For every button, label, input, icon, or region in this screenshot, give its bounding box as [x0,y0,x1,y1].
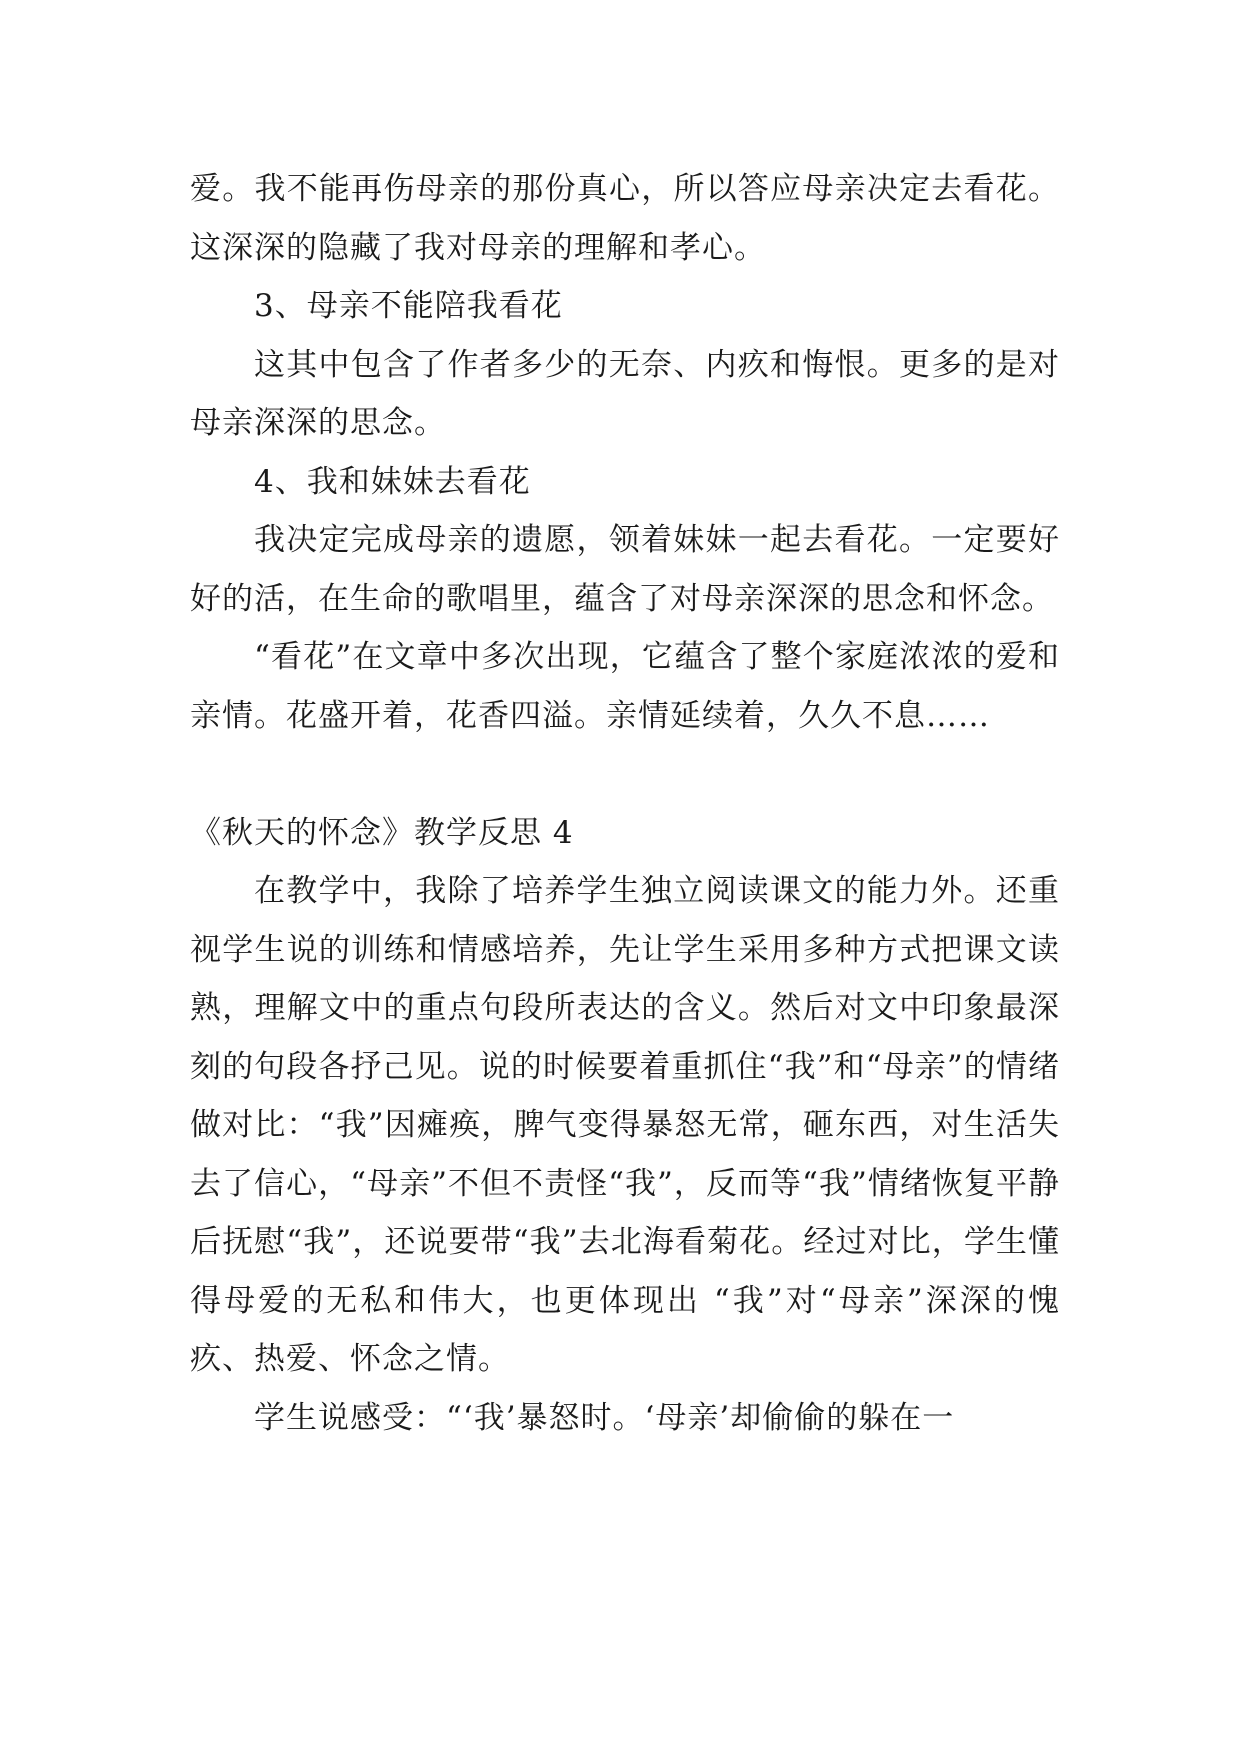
paragraph: 在教学中，我除了培养学生独立阅读课文的能力外。还重视学生说的训练和情感培养，先让学生采用多种方式把课文读熟，理解文中的重点句段所表达的含义。然后对文中印象最深刻的句段各抒己见。说的时候要着重抓住“我”和“母亲”的情绪做对比：“我”因瘫痪，脾气变得暴怒无常，砸东西，对生活失去了信心，“母亲”不但不责怪“我”，反而等“我”情绪恢复平静后抚慰“我”，还说要带“我”去北海看菊花。经过对比，学生懂得母爱的无私和伟大，也更体现出 “我”对“母亲”深深的愧疚、热爱、怀念之情。 [190,873,1060,1377]
paragraph: 学生说感受：“‘我’暴怒时。‘母亲’却偷偷的躲在一 [254,1399,955,1436]
document-body [190,160,1060,1447]
spacer [190,745,1060,804]
section-item-4: 4、我和妹妹去看花 [254,463,531,500]
paragraph: “看花”在文章中多次出现，它蕴含了整个家庭浓浓的爱和亲情。花盛开着，花香四溢。亲情延续着，久久不息…… [190,639,1060,734]
section-item-3: 3、母亲不能陪我看花 [254,288,563,324]
paragraph: 这其中包含了作者多少的无奈、内疚和悔恨。更多的是对母亲深深的思念。 [190,346,1060,441]
paragraph-continued: 爱。我不能再伤母亲的那份真心，所以答应母亲决定去看花。这深深的隐藏了我对母亲的理解和孝心。 [190,171,1060,266]
paragraph: 我决定完成母亲的遗愿，领着妹妹一起去看花。一定要好好的活，在生命的歌唱里，蕴含了对母亲深深的思念和怀念。 [190,522,1060,617]
section-heading: 《秋天的怀念》教学反思 4 [190,814,574,851]
